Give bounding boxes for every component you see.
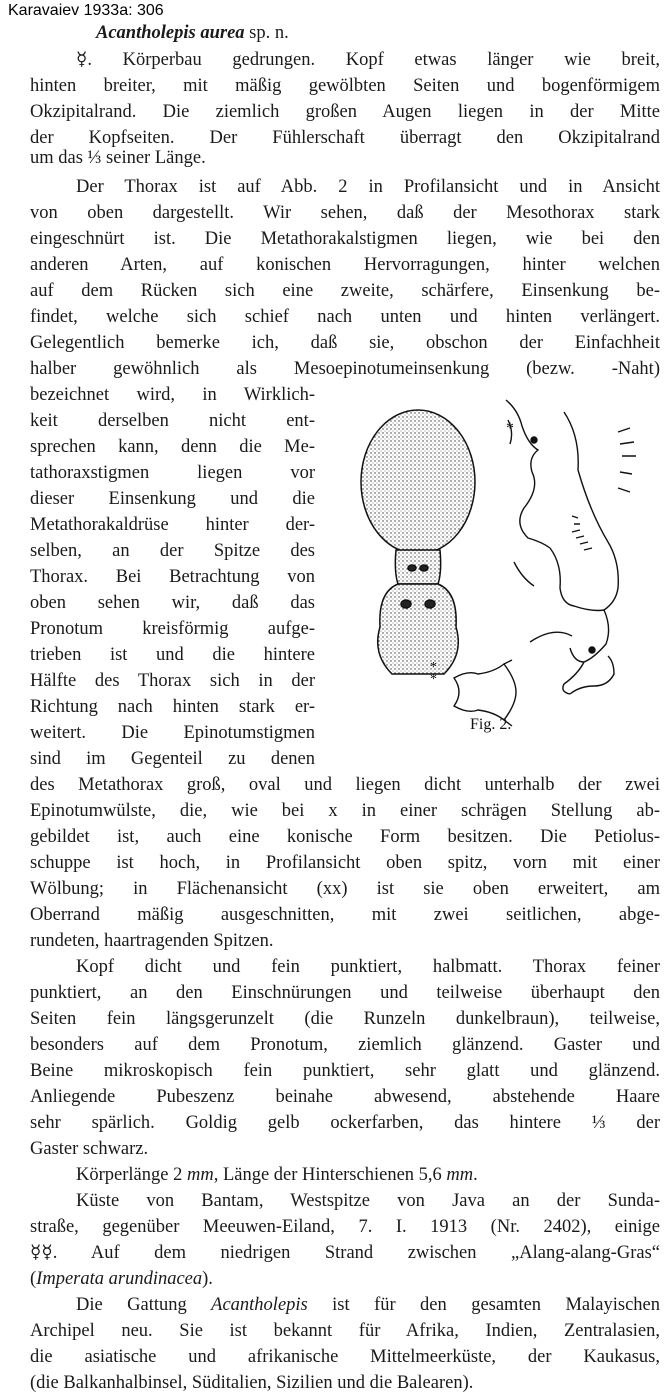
text-line: bezeichnet wird, in Wirklich- bbox=[30, 385, 315, 405]
text-line: ☿. Körperbau gedrungen. Kopf etwas länger wie breit, bbox=[76, 50, 660, 70]
text-line: besonders auf dem Pronotum, ziemlich glänzend. Gaster und bbox=[30, 1035, 660, 1055]
text-line: Hälfte des Thorax sich in der bbox=[30, 671, 315, 691]
text-line: selben, an der Spitze des bbox=[30, 541, 315, 561]
thorax-illustration bbox=[318, 392, 663, 752]
text-line: anderen Arten, auf konischen Hervorragungen, hinter welchen bbox=[30, 255, 660, 275]
text-line: Metathorakaldrüse hinter der- bbox=[30, 515, 315, 535]
figure-caption: Fig. 2. bbox=[470, 716, 512, 733]
text-line: schuppe ist hoch, in Profilansicht oben spitz, vorn mit einer bbox=[30, 853, 660, 873]
measurement-line: Körperlänge 2 mm, Länge der Hinterschienen 5,6 mm. bbox=[76, 1165, 478, 1185]
text-line: findet, welche sich schief nach unten und hinten verlängert. bbox=[30, 307, 660, 327]
text-line: Die Gattung Acantholepis ist für den gesamten Malayischen bbox=[76, 1295, 660, 1315]
text-line: hinten breiter, mit mäßig gewölbten Seiten und bogenförmigem bbox=[30, 76, 660, 96]
text-line: gebildet ist, auch eine konische Form besitzen. Die Petiolus- bbox=[30, 827, 660, 847]
text-line: auf dem Rücken sich eine zweite, schärfere, Einsenkung be- bbox=[30, 281, 660, 301]
text-line: Pronotum kreisförmig aufge- bbox=[30, 619, 315, 639]
text-line: Wölbung; in Flächenansicht (xx) ist sie oben erweitert, am bbox=[30, 879, 660, 899]
text-line: tathoraxstigmen liegen vor bbox=[30, 463, 315, 483]
text-line: des Metathorax groß, oval und liegen dicht unterhalb der zwei bbox=[30, 775, 660, 795]
figure-2 bbox=[318, 392, 663, 752]
species-status: sp. n. bbox=[244, 23, 289, 43]
text-line: dieser Einsenkung und die bbox=[30, 489, 315, 509]
text-line: Seiten fein längsgerunzelt (die Runzeln dunkelbraun), teilweise, bbox=[30, 1009, 660, 1029]
text-line: Epinotumwülste, die, wie bei x in einer schrägen Stellung ab- bbox=[30, 801, 660, 821]
text-line: Anliegende Pubeszenz beinahe abwesend, abstehende Haare bbox=[30, 1087, 660, 1107]
text-line: trieben ist und die hintere bbox=[30, 645, 315, 665]
text-line: keit derselben nicht ent- bbox=[30, 411, 315, 431]
figure-marker-x: * bbox=[506, 420, 514, 437]
text-line: Thorax. Bei Betrachtung von bbox=[30, 567, 315, 587]
text-line: Beine mikroskopisch fein punktiert, sehr glatt und glänzend. bbox=[30, 1061, 660, 1081]
text-line: Richtung nach hinten stark er- bbox=[30, 697, 315, 717]
text-line: (Imperata arundinacea). bbox=[30, 1269, 213, 1289]
figure-marker-xx: * * bbox=[430, 660, 437, 687]
text-line: die asiatische und afrikanische Mittelmeerküste, der Kaukasus, bbox=[30, 1347, 660, 1367]
text-line: punktiert, an den Einschnürungen und teilweise überhaupt den bbox=[30, 983, 660, 1003]
species-heading bbox=[96, 20, 596, 46]
text-line: Gelegentlich bemerke ich, daß sie, obschon der Einfachheit bbox=[30, 333, 660, 353]
text-line: straße, gegenüber Meeuwen-Eiland, 7. I. 1913 (Nr. 2402), einige bbox=[30, 1217, 660, 1237]
text-line: Gaster schwarz. bbox=[30, 1139, 149, 1159]
citation-reference: Karavaiev 1933a: 306 bbox=[8, 2, 164, 19]
text-line: Kopf dicht und fein punktiert, halbmatt. Thorax feiner bbox=[76, 957, 660, 977]
text-line: Okzipitalrand. Die ziemlich großen Augen liegen in der Mitte bbox=[30, 102, 660, 122]
text-line: sehr spärlich. Goldig gelb ockerfarben, das hintere ⅓ der bbox=[30, 1113, 660, 1133]
text-line-cropped: (die Balkanhalbinsel, Süditalien, Sizilien und die Balearen). bbox=[30, 1373, 474, 1393]
text-line: sind im Gegenteil zu denen bbox=[30, 749, 315, 769]
text-line: ☿☿. Auf dem niedrigen Strand zwischen „Alang-alang-Gras“ bbox=[30, 1243, 660, 1263]
text-line: oben sehen wir, daß das bbox=[30, 593, 315, 613]
text-line: weitert. Die Epinotumstigmen bbox=[30, 723, 315, 743]
text-line: Der Thorax ist auf Abb. 2 in Profilansicht und in Ansicht bbox=[76, 177, 660, 197]
text-line: der Kopfseiten. Der Fühlerschaft überragt den Okzipitalrand bbox=[30, 128, 660, 148]
species-name: Acantholepis aurea bbox=[96, 23, 245, 43]
text-line: eingeschnürt ist. Die Metathorakalstigmen liegen, wie bei den bbox=[30, 229, 660, 249]
text-line: Küste von Bantam, Westspitze von Java an der Sunda- bbox=[76, 1191, 660, 1211]
text-line: halber gewöhnlich als Mesoepinotumeinsenkung (bezw. -Naht) bbox=[30, 359, 660, 379]
thorax-dorsal-view bbox=[361, 410, 475, 674]
text-line: Oberrand mäßig ausgeschnitten, mit zwei seitlichen, abge- bbox=[30, 905, 660, 925]
text-line: Archipel neu. Sie ist bekannt für Afrika, Indien, Zentralasien, bbox=[30, 1321, 660, 1341]
text-line: rundeten, haartragenden Spitzen. bbox=[30, 931, 274, 951]
text-line: sprechen kann, denn die Me- bbox=[30, 437, 315, 457]
text-line-cropped: um das ⅓ seiner Länge. bbox=[30, 148, 206, 168]
text-line: von oben dargestellt. Wir sehen, daß der Mesothorax stark bbox=[30, 203, 660, 223]
thorax-profile-view bbox=[506, 400, 636, 694]
